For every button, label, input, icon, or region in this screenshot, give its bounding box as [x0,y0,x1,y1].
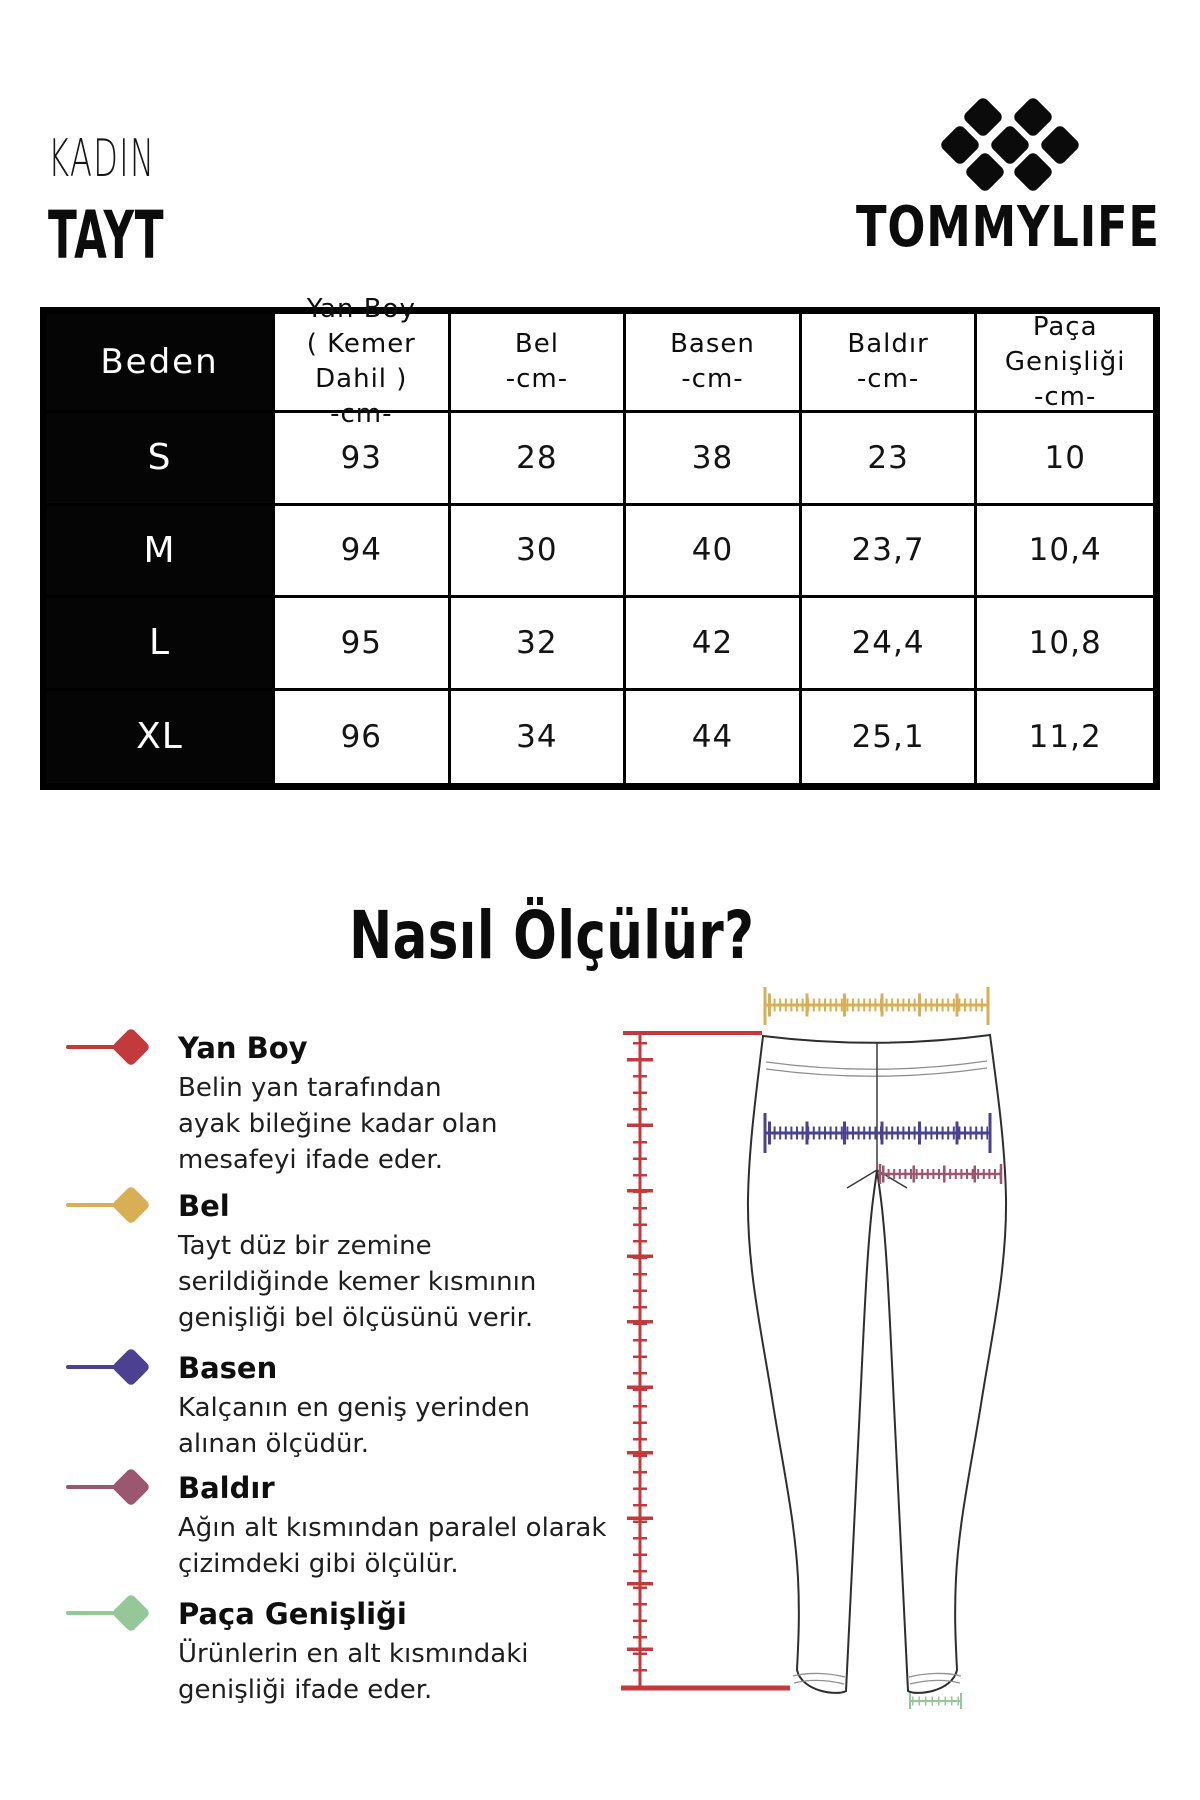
brand-name: TOMMYLIFE [856,195,1160,260]
size-row-label: L [47,598,275,691]
measure-description: Kalçanın en geniş yerinden alınan ölçüdür. [178,1393,530,1459]
table-cell: 24,4 [802,598,978,691]
measure-term: Paça Genişliği [178,1597,407,1631]
table-cell: 44 [626,691,802,784]
measure-item-paca-genisligi [62,1594,662,1708]
size-table [40,294,1160,790]
table-cell: 96 [275,691,451,784]
table-corner-header: Beden [47,314,275,413]
column-header-baldir: Baldır -cm- [802,314,978,413]
table-cell: 34 [451,691,627,784]
leggings-measurement-diagram [600,980,1120,1720]
table-cell: 32 [451,598,627,691]
brand-diamonds-logo-icon [935,95,1085,190]
paca-genisligi-ruler [909,1693,962,1709]
diamond-marker-icon [111,1467,151,1507]
product-label: TAYT [48,197,165,274]
measure-description: Ağın alt kısmından paralel olarak çizimdeki gibi ölçülür. [178,1513,607,1579]
measure-item-basen [62,1348,662,1462]
size-row-label: XL [47,691,275,784]
category-label: KADIN [48,129,156,189]
table-cell: 93 [275,413,451,506]
table-cell: 10,8 [977,598,1153,691]
how-to-measure-title: Nasıl Ölçülür? [349,897,755,974]
connector-line [66,1203,118,1207]
connector-line [66,1611,118,1615]
column-header-paca-genisligi: Paça Genişliği -cm- [977,314,1153,413]
measure-item-yan-boy [62,1028,662,1178]
measure-term: Bel [178,1189,230,1223]
size-row-label: M [47,506,275,599]
table-cell: 25,1 [802,691,978,784]
measure-description: Ürünlerin en alt kısmındaki genişliği ifade eder. [178,1639,529,1705]
connector-line [66,1045,118,1049]
measure-term: Basen [178,1351,278,1385]
diamond-marker-icon [111,1593,151,1633]
measure-description: Belin yan tarafından ayak bileğine kadar olan mesafeyi ifade eder. [178,1073,498,1175]
measure-item-bel [62,1186,662,1336]
table-cell: 95 [275,598,451,691]
measure-description: Tayt düz bir zemine serildiğinde kemer kısmının genişliği bel ölçüsünü verir. [178,1231,537,1333]
table-cell: 38 [626,413,802,506]
measure-term: Yan Boy [178,1031,308,1065]
measure-item-baldir [62,1468,662,1582]
measure-term: Baldır [178,1471,275,1505]
column-header-basen: Basen -cm- [626,314,802,413]
table-cell: 23,7 [802,506,978,599]
table-cell: 23 [802,413,978,506]
table-cell: 30 [451,506,627,599]
table-cell: 40 [626,506,802,599]
size-row-label: S [47,413,275,506]
table-cell: 10 [977,413,1153,506]
table-cell: 10,4 [977,506,1153,599]
diamond-marker-icon [111,1347,151,1387]
bel-ruler [764,987,989,1025]
diamond-marker-icon [111,1185,151,1225]
table-cell: 94 [275,506,451,599]
column-header-bel: Bel -cm- [451,314,627,413]
table-cell: 42 [626,598,802,691]
table-cell: 28 [451,413,627,506]
connector-line [66,1485,118,1489]
connector-line [66,1365,118,1369]
column-header-yan-boy: Yan Boy ( Kemer Dahil ) -cm- [275,314,451,413]
table-cell: 11,2 [1028,718,1102,755]
diamond-marker-icon [111,1027,151,1067]
baldir-ruler [879,1164,1002,1184]
